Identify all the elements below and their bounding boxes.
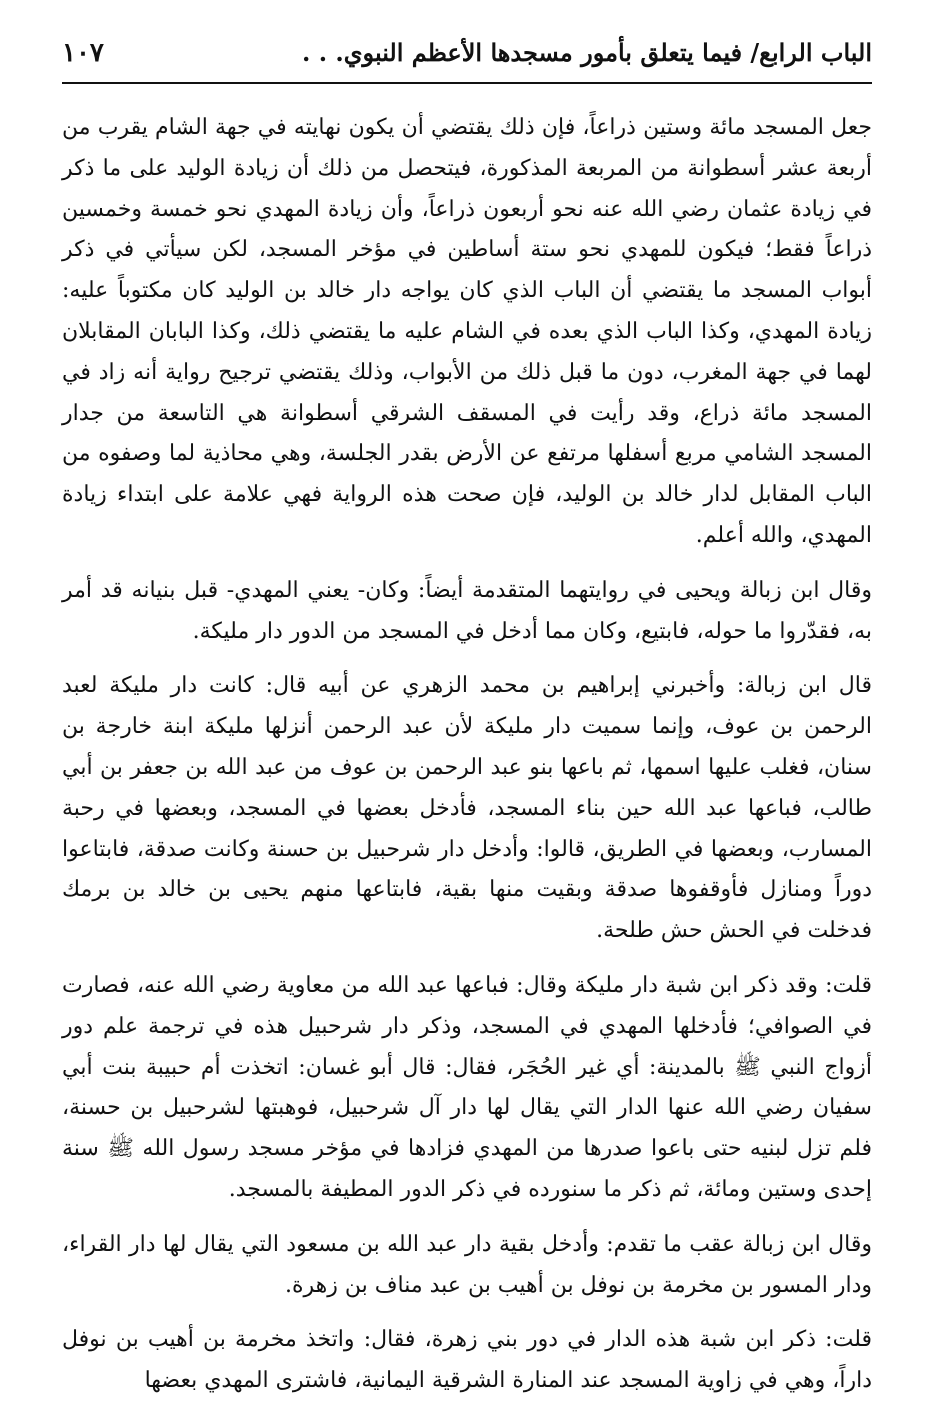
header-title: الباب الرابع/ فيما يتعلق بأمور مسجدها الأعظم النبوي. . . [301, 38, 872, 67]
paragraph: قلت: وقد ذكر ابن شبة دار مليكة وقال: فباعها عبد الله من معاوية رضي الله عنه، فصارت في الصوافي؛ فأدخلها المهدي في المسجد، وذكر دار شرحبيل هذه في ترجمة علم دور أزواج النبي ﷺ بالمدينة: أي غير الحُجَر، فقال: قال أبو غسان: اتخذت أم حبيبة بنت أبي سفيان رضي الله عنها الدار التي يقال لها دار آل شرحبيل، فوهبتها لشرحبيل بن حسنة، فلم تزل لبنيه حتى باعوا صدرها من المهدي فزادها في مؤخر مسجد رسول الله ﷺ سنة إحدى وستين ومائة، ثم ذكر ما سنورده في ذكر الدور المطيفة بالمسجد. [62, 972, 872, 1202]
main-text [62, 108, 872, 1416]
paragraph: وقال ابن زبالة عقب ما تقدم: وأدخل بقية دار عبد الله بن مسعود التي يقال لها دار القراء، ودار المسور بن مخرمة بن نوفل بن أهيب بن عبد مناف بن زهرة. [62, 1231, 872, 1298]
running-header [62, 30, 872, 84]
paragraph: وقال ابن زبالة ويحيى في روايتهما المتقدمة أيضاً: وكان- يعني المهدي- قبل بنيانه قد أمر به، فقدّروا ما حوله، فابتيع، وكان مما أدخل في المسجد من الدور دار مليكة. [62, 577, 872, 644]
page-number: ١٠٧ [62, 38, 104, 68]
paragraph: قلت: ذكر ابن شبة هذه الدار في دور بني زهرة، فقال: واتخذ مخرمة بن أهيب بن نوفل داراً، وهي في زاوية المسجد عند المنارة الشرقية اليمانية، فاشترى المهدي بعضها [62, 1327, 872, 1394]
paragraph: جعل المسجد مائة وستين ذراعاً، فإن ذلك يقتضي أن يكون نهايته في جهة الشام يقرب من أربعة عشر أسطوانة من المربعة المذكورة، فيتحصل من ذلك أن زيادة الوليد على ما ذكر في زيادة عثمان رضي الله عنه نحو أربعون ذراعاً، وأن زيادة المهدي نحو خمسة وخمسين ذراعاً فقط؛ فيكون للمهدي نحو ستة أساطين في مؤخر المسجد، لكن سيأتي في ذكر أبواب المسجد ما يقتضي أن الباب الذي كان يواجه دار خالد بن الوليد كان مكتوباً عليه: زيادة المهدي، وكذا الباب الذي بعده في الشام عليه ما يقتضي ذلك، وكذا البابان المقابلان لهما في جهة المغرب، دون ما قبل ذلك من الأبواب، وذلك يقتضي ترجيح رواية أنه زاد في المسجد مائة ذراع، وقد رأيت في المسقف الشرقي أسطوانة هي التاسعة من جدار المسجد الشامي مربع أسفلها مرتفع عن الأرض بقدر الجلسة، وهي محاذية لما وصفوه من الباب المقابل لدار خالد بن الوليد، فإن صحت هذه الرواية فهي علامة على ابتداء زيادة المهدي، والله أعلم. [62, 115, 872, 548]
paragraph: قال ابن زبالة: وأخبرني إبراهيم بن محمد الزهري عن أبيه قال: كانت دار مليكة لعبد الرحمن بن عوف، وإنما سميت دار مليكة لأن عبد الرحمن أنزلها مليكة ابنة خارجة بن سنان، فغلب عليها اسمها، ثم باعها بنو عبد الرحمن بن عوف من عبد الله بن جعفر بن أبي طالب، فباعها عبد الله حين بناء المسجد، فأدخل بعضها في المسجد، وبعضها في رحبة المسارب، وبعضها في الطريق، قالوا: وأدخل دار شرحبيل بن حسنة وكانت صدقة، فابتاعوا دوراً ومنازل فأوقفوها صدقة وبقيت منها بقية، فابتاعها منهم يحيى بن خالد بن برمك فدخلت في الحش حش طلحة. [62, 673, 872, 944]
